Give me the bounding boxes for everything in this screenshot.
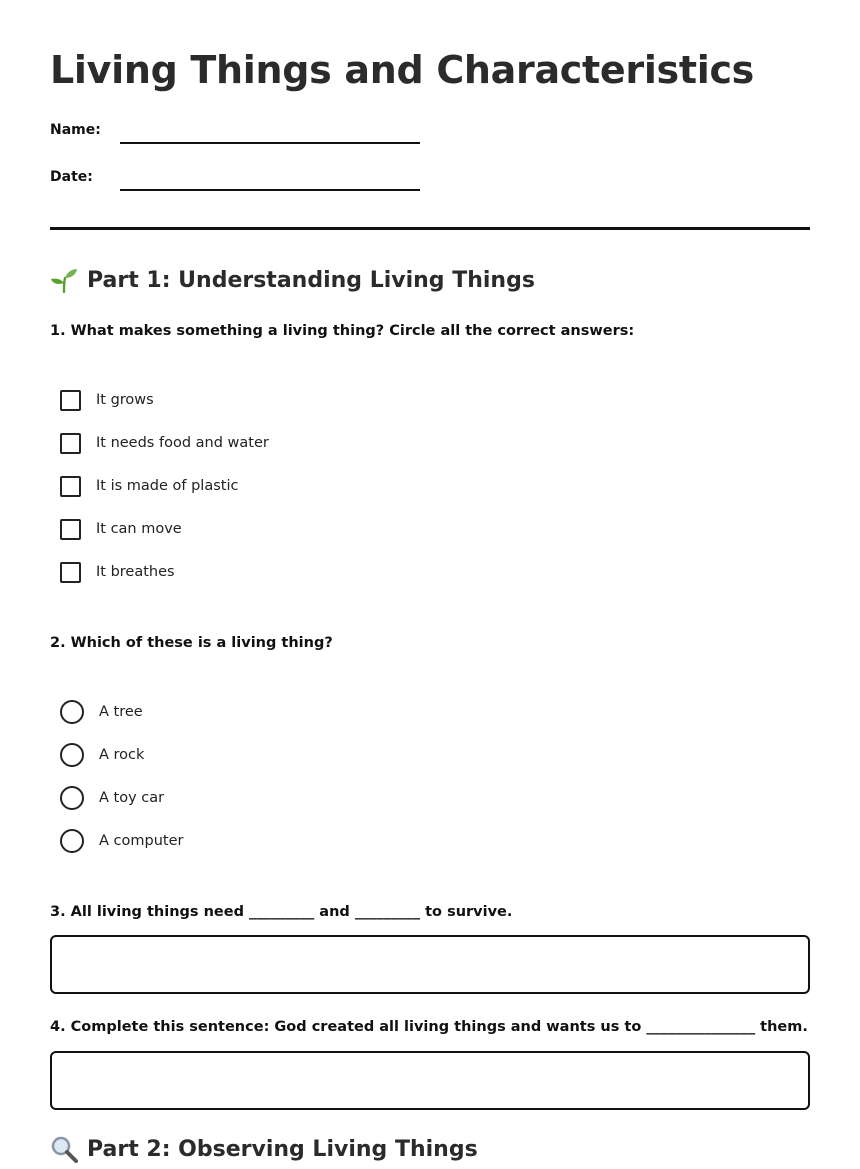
checkbox[interactable] <box>60 562 81 583</box>
q2-option[interactable] <box>60 785 164 811</box>
date-field[interactable] <box>120 189 420 191</box>
option-label: A rock <box>99 747 145 763</box>
q1-option[interactable] <box>60 559 175 585</box>
option-label: A toy car <box>99 790 165 806</box>
part2-title: Part 2: Observing Living Things <box>87 1136 478 1162</box>
option-label: A computer <box>99 833 184 849</box>
radio-button[interactable] <box>60 829 84 853</box>
radio-button[interactable] <box>60 786 84 810</box>
checkbox[interactable] <box>60 390 81 411</box>
q2-option[interactable] <box>60 742 144 768</box>
q1-option[interactable] <box>60 430 269 456</box>
option-label: A tree <box>99 704 143 720</box>
part1-title: Part 1: Understanding Living Things <box>87 267 535 293</box>
name-field[interactable] <box>120 142 420 144</box>
checkbox[interactable] <box>60 433 81 454</box>
question-3-prompt: 3. All living things need _________ and _________ to survive. <box>50 904 513 920</box>
option-label: It can move <box>96 521 182 537</box>
question-4-prompt: 4. Complete this sentence: God created all living things and wants us to _______________ them. <box>50 1019 808 1035</box>
question-1-prompt: 1. What makes something a living thing? Circle all the correct answers: <box>50 323 635 339</box>
question-4-answer-box[interactable] <box>50 1051 810 1110</box>
header-divider <box>50 227 810 230</box>
name-field-row <box>50 122 450 152</box>
option-label: It grows <box>96 392 154 408</box>
magnifying-glass-icon <box>50 1135 78 1163</box>
page-title: Living Things and Characteristics <box>50 48 754 92</box>
part1-heading <box>50 266 535 294</box>
part2-heading <box>50 1135 478 1163</box>
date-field-row <box>50 169 450 199</box>
radio-button[interactable] <box>60 743 84 767</box>
q1-option[interactable] <box>60 516 182 542</box>
q1-option[interactable] <box>60 473 238 499</box>
option-label: It needs food and water <box>96 435 269 451</box>
q2-option[interactable] <box>60 828 183 854</box>
option-label: It breathes <box>96 564 175 580</box>
date-label: Date: <box>50 169 93 185</box>
checkbox[interactable] <box>60 476 81 497</box>
question-2-prompt: 2. Which of these is a living thing? <box>50 635 333 651</box>
q1-option[interactable] <box>60 387 154 413</box>
question-3-answer-box[interactable] <box>50 935 810 994</box>
checkbox[interactable] <box>60 519 81 540</box>
radio-button[interactable] <box>60 700 84 724</box>
name-label: Name: <box>50 122 101 138</box>
option-label: It is made of plastic <box>96 478 239 494</box>
q2-option[interactable] <box>60 699 143 725</box>
seedling-icon <box>50 266 78 294</box>
